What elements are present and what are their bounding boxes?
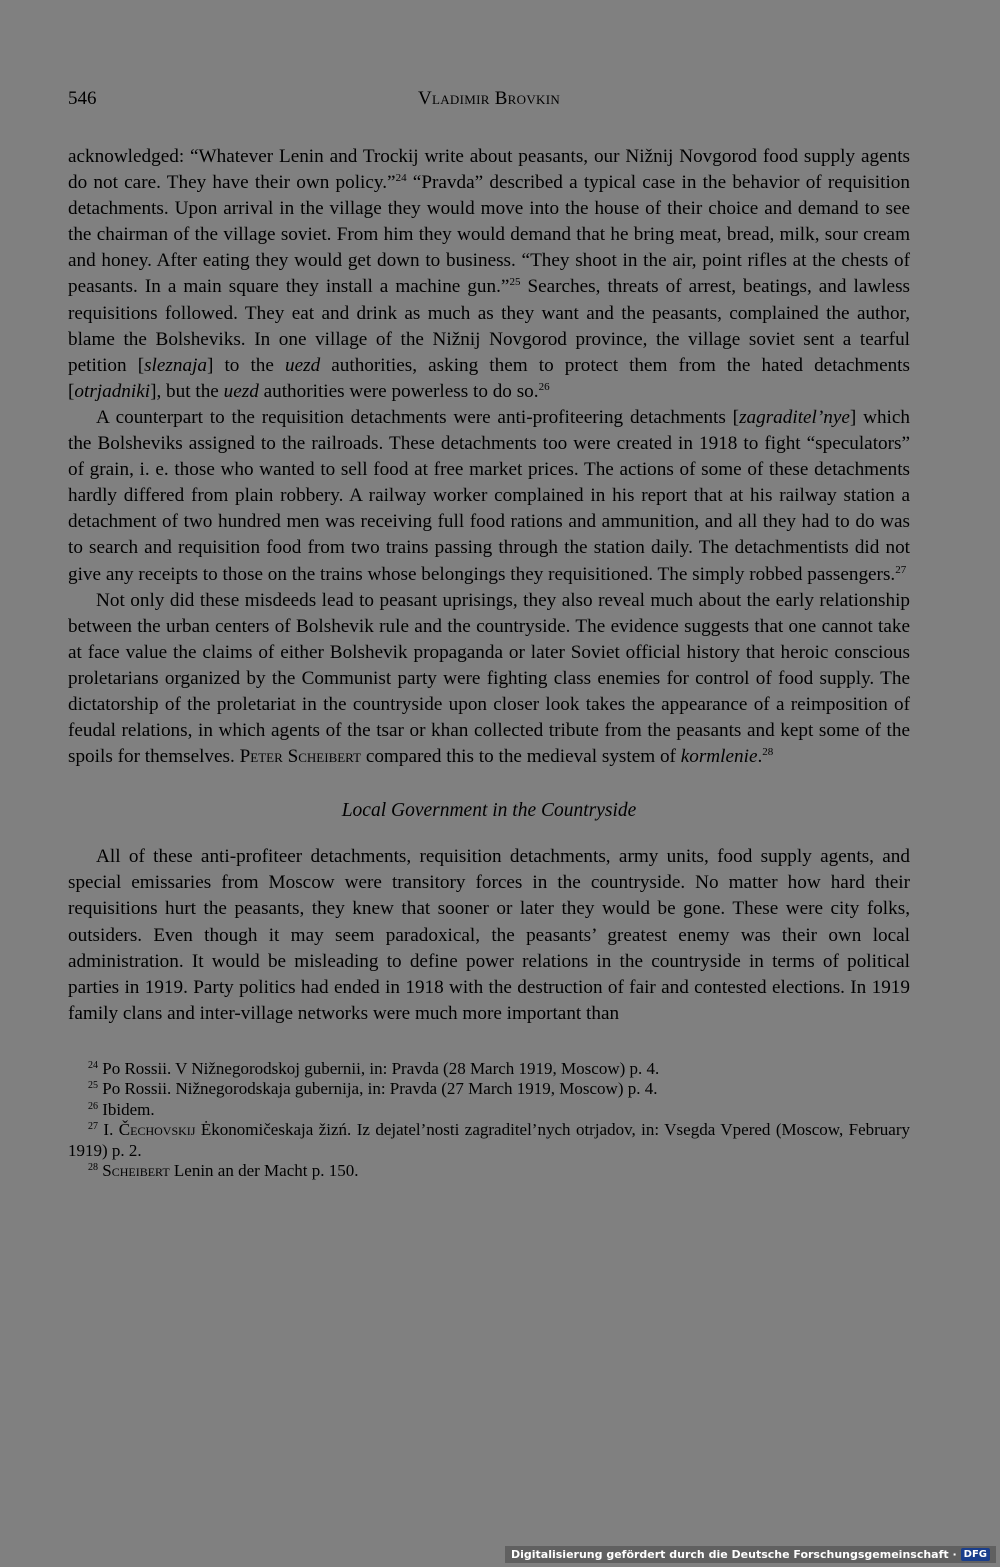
- running-head: Vladimir Brovkin: [417, 88, 561, 109]
- footnote-25: $^{25}$ Po Rossii. Nižnegorodskaja gubernija, in: Pravda (27 March 1919, Moscow) p. 4.: [88, 1079, 658, 1099]
- page-number: 546: [68, 88, 97, 109]
- paragraph-3: Not only did these misdeeds lead to peasant uprisings, they also reveal much about the early relationship between the urban centers of Bolshevik rule and the countryside. The evidence suggests that one cannot take at face value the claims of either Bolshevik propaganda or later Soviet official history that heroic conscious proletarians organized by the Communist party were fighting class enemies for control of food supply. The dictatorship of the proletariat in the countryside upon closer look takes the appearance of a reimposition of feudal relations, in which agents of the tsar or khan collected tribute from the peasants and kept some of the spoils for themselves. Peter Scheibert compared this to the medieval system of kormlenie.$^{28}$: [68, 589, 910, 768]
- footnote-27: $^{27}$ I. Čechovskij Ėkonomičeskaja žizń. Iz dejatel’nosti zagraditel’nych otrjadov, in: Vsegda Vpered (Moscow, February 1919) p. 2.: [68, 1120, 910, 1160]
- footer-text: Digitalisierung gefördert durch die Deutsche Forschungsgemeinschaft ·: [510, 1548, 957, 1561]
- footnote-ref-26[interactable]: 26: [538, 380, 550, 393]
- footnote-24: $^{24}$ Po Rossii. V Nižnegorodskoj gubernii, in: Pravda (28 March 1919, Moscow) p. 4.: [88, 1058, 660, 1078]
- document-page: [68, 88, 910, 1182]
- digitization-footer: [505, 1546, 996, 1563]
- footnote-ref-25[interactable]: 25: [509, 276, 521, 289]
- footnote-ref-27[interactable]: 27: [895, 563, 907, 576]
- section-heading: Local Government in the Countryside: [341, 800, 637, 822]
- page-header: [68, 88, 910, 122]
- footnote-28: $^{28}$ Scheibert Lenin an der Macht p. 150.: [88, 1161, 359, 1181]
- body-text: [68, 144, 910, 1027]
- footnote-26: $^{26}$ Ibidem.: [88, 1099, 155, 1119]
- paragraph-2: A counterpart to the requisition detachments were anti-profiteering detachments [zagraditel’nye] which the Bolsheviks assigned to the railroads. These detachments too were created in 1918 to fight “speculators” of grain, i. e. those who wanted to sell food at free market prices. The actions of some of these detachments hardly differed from plain robbery. A railway worker complained in his report that at his railway station a detachment of two hundred men was receiving full food rations and ammunition, and all they had to do was to search and requisition food from two trains passing through the station daily. The detachmentists did not give any receipts to those on the trains whose belongings they requisitioned. The simply robbed passengers.$^{27}$: [68, 406, 910, 585]
- footnote-ref-28[interactable]: 28: [762, 746, 774, 759]
- footnotes: [68, 1059, 910, 1182]
- paragraph-1: acknowledged: “Whatever Lenin and Trockij write about peasants, our Nižnij Novgorod food supply agents do not care. They have their own policy.”$^{24}$ “Pravda” described a typical case in the behavior of requisition detachments. Upon arrival in the village they would move into the house of their choice and demand to see the chairman of the village soviet. From him they would demand that he bring meat, bread, milk, sour cream and honey. After eating they would get down to business. “They shoot in the air, point rifles at the chests of peasants. In a main square they install a machine gun.”$^{25}$ Searches, threats of arrest, beatings, and lawless requisitions followed. They eat and drink as much as they want and the peasants, complained the author, blame the Bolsheviks. In one village of the Nižnij Novgorod province, the village soviet sent a tearful petition [sleznaja] to the uezd authorities, asking them to protect them from the hated detachments [otrjadniki], but the uezd authorities were powerless to do so.$^{26}$: [68, 146, 911, 402]
- paragraph-4: All of these anti-profiteer detachments, requisition detachments, army units, food supply agents, and special emissaries from Moscow were transitory forces in the countryside. No matter how hard their requisitions hurt the peasants, they knew that sooner or later they would be gone. These were city folks, outsiders. Even though it may seem paradoxical, the peasants’ greatest enemy was their own local administration. It would be misleading to define power relations in the countryside in terms of political parties in 1919. Party politics had ended in 1918 with the destruction of fair and contested elections. In 1919 family clans and inter-village networks were much more important than: [68, 846, 910, 1024]
- dfg-logo-icon: DFG: [961, 1548, 990, 1561]
- footnote-ref-24[interactable]: 24: [395, 172, 407, 185]
